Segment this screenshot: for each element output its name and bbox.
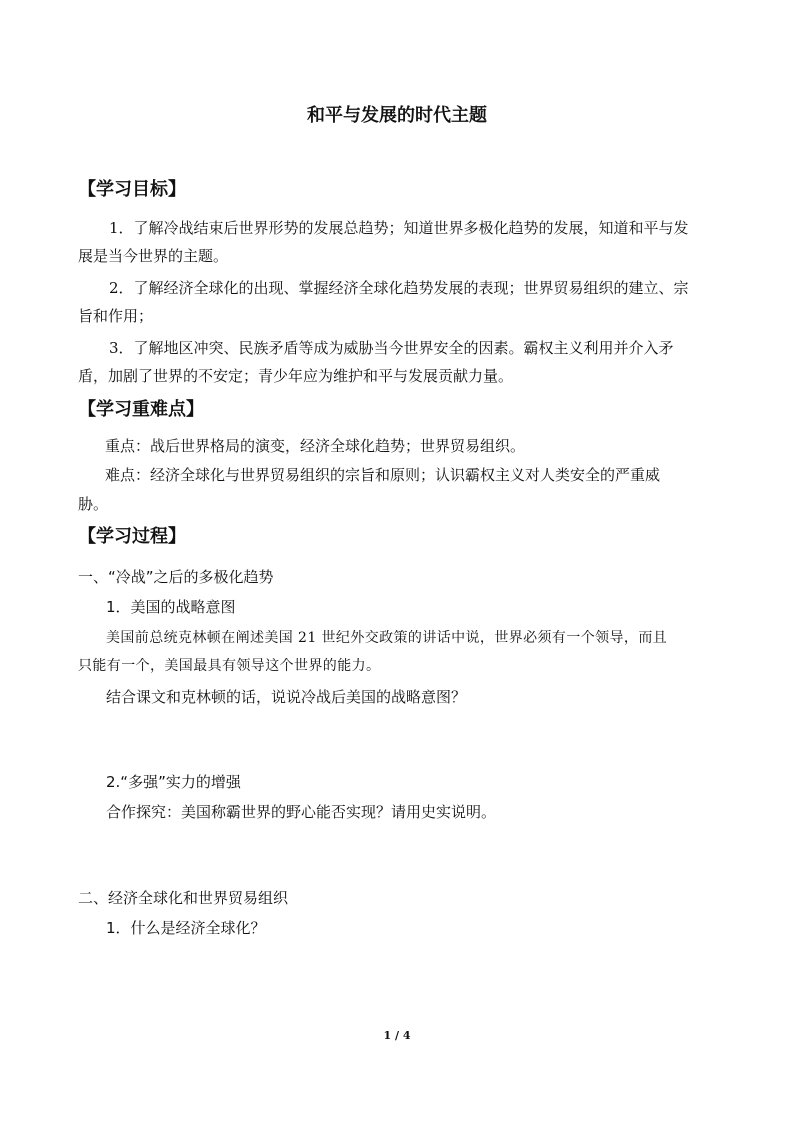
objective-line-4: 旨和作用； bbox=[78, 307, 154, 325]
objective-line-3: 2．了解经济全球化的出现、掌握经济全球化趋势发展的表现；世界贸易组织的建立、宗 bbox=[109, 279, 689, 297]
objective-line-6: 盾，加剧了世界的不安定；青少年应为维护和平与发展贡献力量。 bbox=[78, 367, 514, 385]
part2-heading: 二、经济全球化和世界贸易组织 bbox=[78, 889, 289, 907]
part1-quote-line-2: 只能有一个，美国最具有领导这个世界的能力。 bbox=[78, 658, 381, 674]
process-heading: 【学习过程】 bbox=[78, 526, 186, 547]
objective-line-5: 3．了解地区冲突、民族矛盾等成为威胁当今世界安全的因素。霸权主义利用并介入矛 bbox=[109, 339, 674, 357]
part1-item2: 2.“多强”实力的增强 bbox=[106, 773, 241, 791]
keypoint-line-2: 难点：经济全球化与世界贸易组织的宗旨和原则；认识霸权主义对人类安全的严重威 bbox=[105, 466, 661, 484]
keypoints-heading: 【学习重难点】 bbox=[78, 399, 204, 420]
part1-question: 结合课文和克林顿的话，说说冷战后美国的战略意图？ bbox=[106, 688, 467, 706]
part1-item1: 1．美国的战略意图 bbox=[106, 598, 236, 616]
page-title: 和平与发展的时代主题 bbox=[307, 105, 487, 126]
keypoint-line-1: 重点：战后世界格局的演变，经济全球化趋势；世界贸易组织。 bbox=[105, 437, 526, 455]
part1-item2-question: 合作探究：美国称霸世界的野心能否实现？请用史实说明。 bbox=[106, 803, 497, 821]
page-number: 1 / 4 bbox=[383, 1029, 411, 1042]
part1-heading: 一、“冷战”之后的多极化趋势 bbox=[78, 568, 274, 586]
part2-item1: 1．什么是经济全球化？ bbox=[106, 919, 266, 937]
objective-line-2: 展是当今世界的主题。 bbox=[78, 247, 229, 265]
part1-quote-line-1: 美国前总统克林顿在阐述美国 21 世纪外交政策的讲话中说，世界必须有一个领导，而且 bbox=[106, 630, 668, 646]
objectives-heading: 【学习目标】 bbox=[78, 179, 186, 200]
keypoint-line-3: 胁。 bbox=[78, 495, 109, 513]
objective-line-1: 1．了解冷战结束后世界形势的发展总趋势；知道世界多极化趋势的发展，知道和平与发 bbox=[109, 219, 689, 237]
